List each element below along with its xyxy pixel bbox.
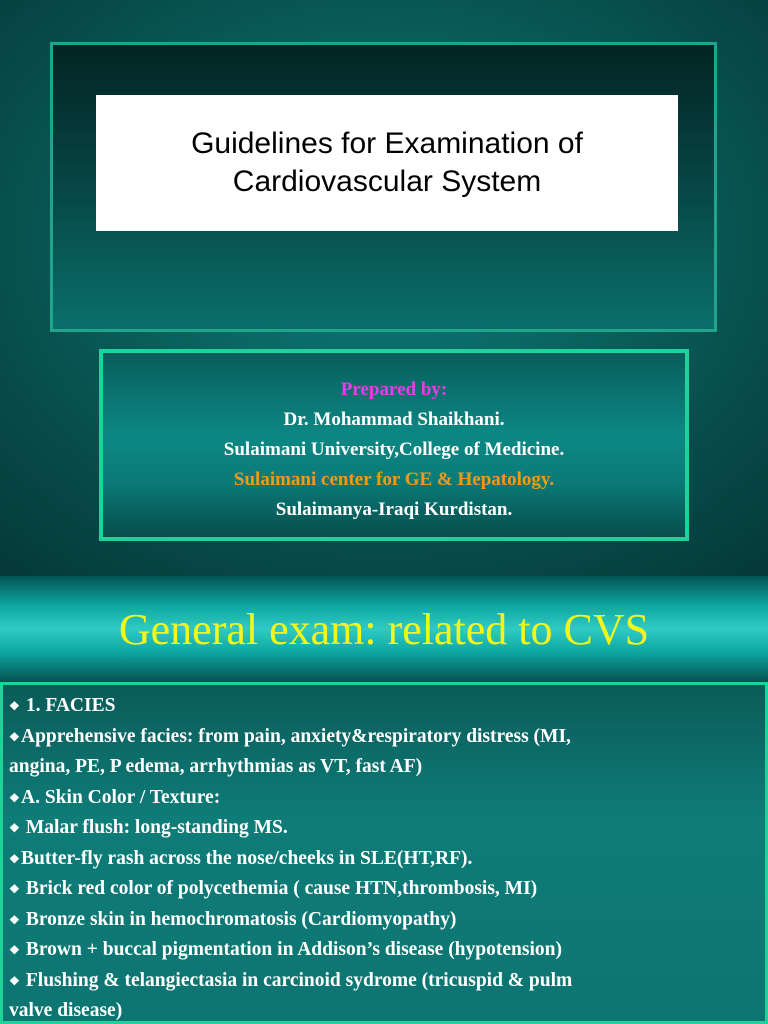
diamond-bullet-icon: ❖ [9,912,20,927]
slide-header [0,576,768,682]
list-item: ❖ Brown + buccal pigmentation in Addison’s disease (hypotension) [9,935,755,966]
diamond-bullet-icon: ❖ [9,851,20,866]
list-item: ❖A. Skin Color / Texture: [9,783,755,814]
diamond-bullet-icon: ❖ [9,790,20,805]
author-info-box [99,349,689,541]
list-item-continuation: angina, PE, P edema, arrhythmias as VT, fast AF) [9,756,423,777]
title-line-2: Cardiovascular System [232,165,542,198]
slide-title: General exam: related to CVS [118,604,650,654]
list-item: ❖Apprehensive facies: from pain, anxiety&respiratory distress (MI, [9,722,755,753]
prepared-by-label: Prepared by: [340,379,448,400]
diamond-bullet-icon: ❖ [9,699,20,713]
center-name: Sulaimani center for GE & Hepatology. [233,469,555,490]
list-item: ❖ Brick red color of polycethemia ( cause HTN,thrombosis, MI) [9,874,755,905]
content-slide [0,576,768,1024]
bullet-list [0,682,768,1024]
location: Sulaimanya-Iraqi Kurdistan. [275,499,513,520]
diamond-bullet-icon: ❖ [9,729,20,744]
affiliation: Sulaimani University,College of Medicine. [223,439,565,460]
list-item: ❖ Malar flush: long-standing MS. [9,813,755,844]
list-item: ❖ 1. FACIES [9,691,755,722]
list-item: ❖ Bronze skin in hemochromatosis (Cardiomyopathy) [9,905,755,936]
diamond-bullet-icon: ❖ [9,973,20,988]
list-item: ❖Butter-fly rash across the nose/cheeks in SLE(HT,RF). [9,844,755,875]
list-item-continuation: valve disease) [9,1000,123,1021]
title-box [96,95,678,231]
diamond-bullet-icon: ❖ [9,821,20,835]
list-item: ❖ Flushing & telangiectasia in carcinoid sydrome (tricuspid & pulm [9,966,755,997]
title-line-1: Guidelines for Examination of [191,127,583,160]
diamond-bullet-icon: ❖ [9,882,20,896]
diamond-bullet-icon: ❖ [9,943,20,957]
author-name: Dr. Mohammad Shaikhani. [283,409,505,430]
